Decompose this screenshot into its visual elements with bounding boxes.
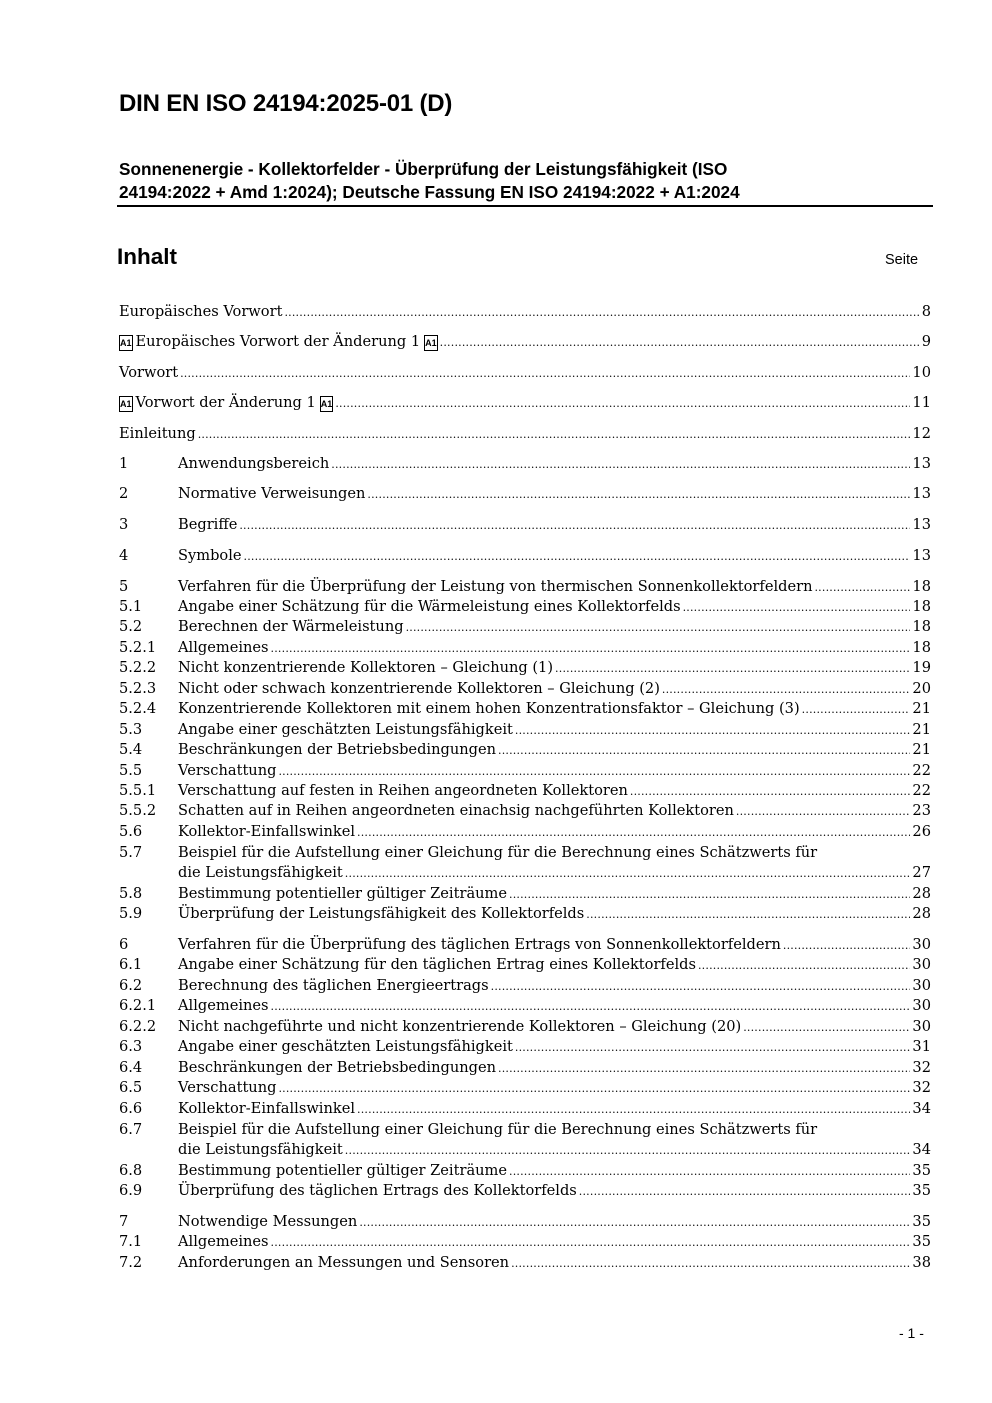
toc-entry-page: 13 xyxy=(912,547,931,564)
toc-entry-number: 6.5 xyxy=(119,1079,143,1096)
dot-leader xyxy=(511,1254,910,1274)
toc-entry-title: Allgemeines xyxy=(178,997,269,1014)
toc-entry[interactable] xyxy=(119,454,931,475)
toc-entry-page: 13 xyxy=(912,485,931,502)
toc-entry-page: 13 xyxy=(912,455,931,472)
toc-entry[interactable] xyxy=(119,843,931,884)
toc-entry-number: 5.2.3 xyxy=(119,680,157,697)
toc-entry[interactable] xyxy=(119,884,931,905)
toc-entry-number: 6.9 xyxy=(119,1182,143,1199)
dot-leader xyxy=(498,1059,910,1079)
toc-entry-page: 22 xyxy=(912,782,931,799)
toc-entry[interactable] xyxy=(119,1253,931,1274)
toc-entry-title: Begriffe xyxy=(178,516,238,533)
toc-entry-page: 31 xyxy=(912,1038,931,1055)
dot-leader xyxy=(357,823,910,843)
toc-entry-title: Kollektor-Einfallswinkel xyxy=(178,823,356,840)
toc-entry-page: 30 xyxy=(912,936,931,953)
toc-entry-title: Berechnen der Wärmeleistung xyxy=(178,618,404,635)
dot-leader xyxy=(736,802,911,822)
toc-entry-title: Schatten auf in Reihen angeordneten einachsig nachgeführten Kollektoren xyxy=(178,802,734,819)
toc-entry-page: 8 xyxy=(921,303,931,320)
toc-entry[interactable] xyxy=(119,1212,931,1233)
toc-entry-title: Angabe einer Schätzung für die Wärmeleistung eines Kollektorfelds xyxy=(178,598,681,615)
toc-entry-number: 5.9 xyxy=(119,905,143,922)
dot-leader xyxy=(359,1213,910,1233)
dot-leader xyxy=(278,1079,910,1099)
dot-leader xyxy=(271,639,911,659)
dot-leader xyxy=(498,741,910,761)
dot-leader xyxy=(743,1018,910,1038)
dot-leader xyxy=(331,455,910,475)
toc-entry-number: 5.2 xyxy=(119,618,143,635)
toc-entry[interactable] xyxy=(119,424,931,445)
toc-entry-title: Verfahren für die Überprüfung der Leistung von thermischen Sonnenkollektorfeldern xyxy=(178,578,813,595)
dot-leader xyxy=(579,1182,911,1202)
dot-leader xyxy=(515,1038,911,1058)
dot-leader xyxy=(586,905,910,925)
dot-leader xyxy=(515,721,911,741)
toc-entry-number: 1 xyxy=(119,455,129,472)
toc-entry[interactable] xyxy=(119,740,931,761)
toc-entry-title: Normative Verweisungen xyxy=(178,485,366,502)
amendment-marker-icon: A1 xyxy=(320,396,334,412)
toc-entry-number: 5.5.1 xyxy=(119,782,157,799)
dot-leader xyxy=(802,700,911,720)
page-column-label: Seite xyxy=(885,252,919,268)
toc-entry-title: Bestimmung potentieller gültiger Zeiträume xyxy=(178,1162,508,1179)
toc-entry-number: 6.7 xyxy=(119,1121,143,1138)
dot-leader xyxy=(271,997,911,1017)
toc-entry-title: Vorwort xyxy=(119,364,179,381)
toc-entry[interactable] xyxy=(119,720,931,741)
toc-entry-page: 32 xyxy=(912,1059,931,1076)
toc-entry-number: 5.2.1 xyxy=(119,639,157,656)
toc-entry[interactable] xyxy=(119,801,931,822)
toc-entry-number: 5.3 xyxy=(119,721,143,738)
toc-entry-page: 18 xyxy=(912,639,931,656)
title-rule xyxy=(117,205,933,207)
toc-entry-number: 2 xyxy=(119,485,129,502)
dot-leader xyxy=(491,977,911,997)
toc-entry-title: Kollektor-Einfallswinkel xyxy=(178,1100,356,1117)
toc-entry[interactable] xyxy=(119,1099,931,1120)
toc-entry-title: Nicht konzentrierende Kollektoren – Gleichung (1) xyxy=(178,659,554,676)
toc-entry[interactable] xyxy=(119,515,931,536)
dot-leader xyxy=(244,547,911,567)
toc-entry-title: Überprüfung der Leistungsfähigkeit des Kollektorfelds xyxy=(178,905,585,922)
toc-entry[interactable] xyxy=(119,1058,931,1079)
toc-entry-page: 30 xyxy=(912,977,931,994)
toc-entry[interactable] xyxy=(119,1078,931,1099)
toc-entry[interactable] xyxy=(119,577,931,598)
dot-leader xyxy=(509,885,910,905)
toc-entry-page: 30 xyxy=(912,956,931,973)
toc-entry-page: 35 xyxy=(912,1162,931,1179)
toc-entry-title: Anwendungsbereich xyxy=(178,455,330,472)
toc-entry-number: 7 xyxy=(119,1213,129,1230)
toc-entry-page: 27 xyxy=(912,864,931,881)
toc-entry-title: Europäisches Vorwort xyxy=(119,303,283,320)
toc-entry[interactable] xyxy=(119,699,931,720)
toc-entry-title: Angabe einer geschätzten Leistungsfähigkeit xyxy=(178,721,513,738)
toc-entry[interactable] xyxy=(119,638,931,659)
toc-entry-page: 21 xyxy=(912,741,931,758)
toc-entry-title: Verschattung xyxy=(178,1079,277,1096)
toc-entry[interactable] xyxy=(119,1232,931,1253)
toc-entry-number: 5.7 xyxy=(119,844,143,861)
toc-entry[interactable] xyxy=(119,393,931,414)
toc-entry-page: 11 xyxy=(912,394,931,411)
toc-heading: Inhalt xyxy=(117,244,177,269)
toc-entry-page: 12 xyxy=(912,425,931,442)
dot-leader xyxy=(271,1233,911,1253)
dot-leader xyxy=(783,936,911,956)
toc-entry[interactable] xyxy=(119,1120,931,1161)
toc-entry-title: Angabe einer geschätzten Leistungsfähigkeit xyxy=(178,1038,513,1055)
toc-entry-page: 32 xyxy=(912,1079,931,1096)
toc-entry-title: Allgemeines xyxy=(178,1233,269,1250)
dot-leader xyxy=(662,680,911,700)
dot-leader xyxy=(284,303,919,323)
toc-entry[interactable] xyxy=(119,1017,931,1038)
toc-entry[interactable] xyxy=(119,332,931,353)
toc-entry-number: 5.8 xyxy=(119,885,143,902)
toc-entry-title: Vorwort der Änderung 1 xyxy=(135,394,316,411)
toc-entry[interactable] xyxy=(119,1181,931,1202)
toc-entry-title: Angabe einer Schätzung für den täglichen Ertrag eines Kollektorfelds xyxy=(178,956,696,973)
dot-leader xyxy=(683,598,911,618)
toc-entry-number: 6.1 xyxy=(119,956,143,973)
toc-entry-title: Verschattung auf festen in Reihen angeordneten Kollektoren xyxy=(178,782,628,799)
dot-leader xyxy=(357,1100,910,1120)
toc-entry[interactable] xyxy=(119,679,931,700)
toc-entry-number: 5.5 xyxy=(119,762,143,779)
toc-entry-title: Berechnung des täglichen Energieertrags xyxy=(178,977,489,994)
toc-entry[interactable] xyxy=(119,781,931,802)
toc-entry-page: 34 xyxy=(912,1141,931,1158)
toc-entry-title: Beschränkungen der Betriebsbedingungen xyxy=(178,1059,496,1076)
toc-entry[interactable] xyxy=(119,617,931,638)
toc-entry-number: 6.6 xyxy=(119,1100,143,1117)
dot-leader xyxy=(440,333,920,353)
toc-entry[interactable] xyxy=(119,363,931,384)
toc-entry-page: 38 xyxy=(912,1254,931,1271)
dot-leader xyxy=(345,1141,911,1161)
subtitle-line-1: Sonnenenergie - Kollektorfelder - Überprüfung der Leistungsfähigkeit (ISO xyxy=(119,159,728,179)
toc-entry[interactable] xyxy=(119,904,931,925)
dot-leader xyxy=(555,659,910,679)
toc-entry-title: Nicht nachgeführte und nicht konzentrierende Kollektoren – Gleichung (20) xyxy=(178,1018,742,1035)
toc-entry-page: 28 xyxy=(912,905,931,922)
toc-entry-page: 30 xyxy=(912,997,931,1014)
toc-entry-title: Einleitung xyxy=(119,425,196,442)
toc-entry-number: 5.6 xyxy=(119,823,143,840)
toc-entry-number: 6.2 xyxy=(119,977,143,994)
toc-entry[interactable] xyxy=(119,996,931,1017)
toc-entry-page: 13 xyxy=(912,516,931,533)
toc-entry-page: 21 xyxy=(912,721,931,738)
toc-entry-page: 18 xyxy=(912,578,931,595)
toc-entry-title: Europäisches Vorwort der Änderung 1 xyxy=(135,333,421,350)
dot-leader xyxy=(239,516,910,536)
toc-entry-page: 28 xyxy=(912,885,931,902)
toc-entry-number: 6 xyxy=(119,936,129,953)
toc-entry-title: Notwendige Messungen xyxy=(178,1213,358,1230)
toc-entry-title: Verschattung xyxy=(178,762,277,779)
subtitle-line-2: 24194:2022 + Amd 1:2024); Deutsche Fassung EN ISO 24194:2022 + A1:2024 xyxy=(119,182,740,202)
toc-entry-page: 21 xyxy=(912,700,931,717)
toc-entry-number: 5.4 xyxy=(119,741,143,758)
toc-entry[interactable] xyxy=(119,302,931,323)
toc-entry-title: Konzentrierende Kollektoren mit einem hohen Konzentrationsfaktor – Gleichung (3) xyxy=(178,700,800,717)
toc-entry-title: Anforderungen an Messungen und Sensoren xyxy=(178,1254,510,1271)
toc-entry-title: Verfahren für die Überprüfung des täglichen Ertrags von Sonnenkollektorfeldern xyxy=(178,936,781,953)
toc-entry-number: 6.2.2 xyxy=(119,1018,157,1035)
toc-entry-page: 18 xyxy=(912,618,931,635)
toc-entry-title: Symbole xyxy=(178,547,242,564)
toc-entry-page: 20 xyxy=(912,680,931,697)
toc-entry[interactable] xyxy=(119,546,931,567)
dot-leader xyxy=(630,782,911,802)
toc-entry[interactable] xyxy=(119,976,931,997)
amendment-marker-icon: A1 xyxy=(119,335,133,351)
amendment-marker-icon: A1 xyxy=(424,335,438,351)
toc-entry-number: 7.1 xyxy=(119,1233,143,1250)
toc-entry[interactable] xyxy=(119,822,931,843)
dot-leader xyxy=(814,578,910,598)
toc-entry-number: 4 xyxy=(119,547,129,564)
toc-entry[interactable] xyxy=(119,484,931,505)
toc-entry[interactable] xyxy=(119,1161,931,1182)
dot-leader xyxy=(278,762,910,782)
toc-entry-page: 35 xyxy=(912,1182,931,1199)
toc-entry-number: 5 xyxy=(119,578,129,595)
toc-entry-number: 3 xyxy=(119,516,129,533)
toc-entry[interactable] xyxy=(119,935,931,956)
dot-leader xyxy=(345,864,911,884)
toc-entry[interactable] xyxy=(119,658,931,679)
dot-leader xyxy=(509,1162,910,1182)
toc-entry[interactable] xyxy=(119,1037,931,1058)
toc-entry-number: 6.4 xyxy=(119,1059,143,1076)
toc-entry-number: 5.1 xyxy=(119,598,143,615)
toc-entry-title: Beschränkungen der Betriebsbedingungen xyxy=(178,741,496,758)
dot-leader xyxy=(406,618,911,638)
toc-entry-page: 10 xyxy=(912,364,931,381)
toc-entry-page: 22 xyxy=(912,762,931,779)
toc-entry-title: Überprüfung des täglichen Ertrags des Kollektorfelds xyxy=(178,1182,577,1199)
toc-entry-title: Allgemeines xyxy=(178,639,269,656)
toc-entry-page: 23 xyxy=(912,802,931,819)
toc-entry-number: 6.2.1 xyxy=(119,997,157,1014)
toc-entry-title: Nicht oder schwach konzentrierende Kollektoren – Gleichung (2) xyxy=(178,680,660,697)
toc-entry-title: Bestimmung potentieller gültiger Zeiträume xyxy=(178,885,508,902)
dot-leader xyxy=(698,956,910,976)
toc-entry-title: Beispiel für die Aufstellung einer Gleichung für die Berechnung eines Schätzwerts für xyxy=(178,844,818,861)
document-title: DIN EN ISO 24194:2025-01 (D) xyxy=(119,90,453,117)
toc-entry-page: 26 xyxy=(912,823,931,840)
toc-entry-page: 19 xyxy=(912,659,931,676)
toc-entry-page: 34 xyxy=(912,1100,931,1117)
toc-entry-page: 35 xyxy=(912,1233,931,1250)
toc-entry-number: 7.2 xyxy=(119,1254,143,1271)
toc-entry-number: 5.2.4 xyxy=(119,700,157,717)
toc-entry-page: 9 xyxy=(921,333,931,350)
toc-entry-page: 35 xyxy=(912,1213,931,1230)
toc-entry[interactable] xyxy=(119,955,931,976)
toc-entry-number: 6.8 xyxy=(119,1162,143,1179)
toc-entry-number: 6.3 xyxy=(119,1038,143,1055)
toc-entry-title: Beispiel für die Aufstellung einer Gleichung für die Berechnung eines Schätzwerts für xyxy=(178,1121,818,1138)
toc-entry[interactable] xyxy=(119,761,931,782)
dot-leader xyxy=(198,425,911,445)
document-subtitle xyxy=(119,158,931,204)
toc-entry-title-continued: die Leistungsfähigkeit xyxy=(178,864,343,881)
dot-leader xyxy=(335,394,910,414)
toc-entry-number: 5.5.2 xyxy=(119,802,157,819)
toc-entry-page: 30 xyxy=(912,1018,931,1035)
amendment-marker-icon: A1 xyxy=(119,396,133,412)
dot-leader xyxy=(180,364,910,384)
toc-entry-page: 18 xyxy=(912,598,931,615)
page-number: - 1 - xyxy=(899,1325,924,1341)
toc-entry-number: 5.2.2 xyxy=(119,659,157,676)
toc-entry-title-continued: die Leistungsfähigkeit xyxy=(178,1141,343,1158)
dot-leader xyxy=(367,485,910,505)
toc-entry[interactable] xyxy=(119,597,931,618)
